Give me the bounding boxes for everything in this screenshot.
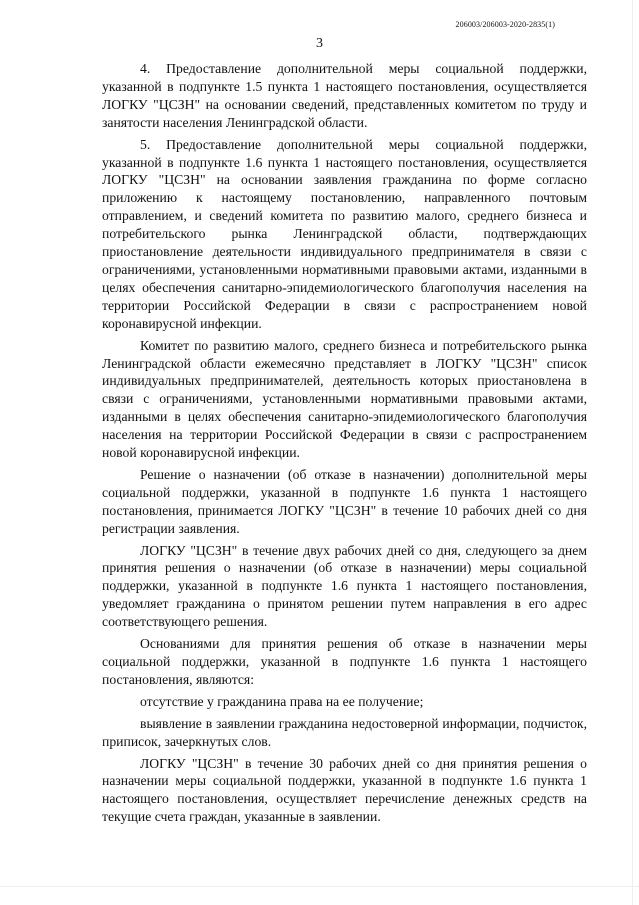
scan-edge-right	[632, 0, 633, 905]
paragraph-4-item: 4. Предоставление дополнительной меры социальной поддержки, указанной в подпункте 1.5 пункта 1 настоящего постановления, осуществляется ЛОГКУ "ЦСЗН" на основании сведений, представленных комитетом по труду и занятости населения Ленинградской области.	[102, 61, 587, 130]
paragraph-notification: ЛОГКУ "ЦСЗН" в течение двух рабочих дней со дня, следующего за днем принятия решения о назначении (об отказе в назначении) меры социальной поддержки, указанной в подпункте 1.6 пункта 1 настоящего постановления, уведомляет гражданина о принятом решении путем направления в его адрес соответствующего решения.	[102, 542, 587, 630]
paragraph-committee-list: Комитет по развитию малого, среднего бизнеса и потребительского рынка Ленинградской области ежемесячно представляет в ЛОГКУ "ЦСЗН" список индивидуальных предпринимателей, деятельность которых приостановлена в связи с ограничениями, установленными нормативными правовыми актами, изданными в целях обеспечения санитарно-эпидемиологического благополучия населения на территории Российской Федерации в связи с распространением новой коронавирусной инфекции.	[102, 337, 587, 461]
paragraph-ground-false-info: выявление в заявлении гражданина недостоверной информации, подчисток, приписок, зачеркнутых слов.	[102, 715, 587, 749]
page-number: 3	[316, 36, 323, 51]
paragraph-ground-no-right: отсутствие у гражданина права на ее получение;	[140, 693, 424, 709]
document-id: 206003/206003-2020-2835(1)	[455, 20, 555, 29]
scan-edge-bottom	[0, 886, 639, 887]
paragraph-payment-transfer: ЛОГКУ "ЦСЗН" в течение 30 рабочих дней со дня принятия решения о назначении меры социальной поддержки, указанной в подпункте 1.6 пункта 1 настоящего постановления, осуществляет перечисление денежных средств на текущие счета граждан, указанные в заявлении.	[102, 755, 587, 825]
paragraph-decision-term: Решение о назначении (об отказе в назначении) дополнительной меры социальной поддержки, указанной в подпункте 1.6 пункта 1 настоящего постановления, принимается ЛОГКУ "ЦСЗН" в течение 10 рабочих дней со дня регистрации заявления.	[102, 466, 587, 536]
paragraph-5-item: 5. Предоставление дополнительной меры социальной поддержки, указанной в подпункте 1.6 пункта 1 настоящего постановления, осуществляется ЛОГКУ "ЦСЗН" на основании заявления гражданина по форме согласно приложению к настоящему постановлению, направленного почтовым отправлением, и сведений комитета по развитию малого, среднего бизнеса и потребительского рынка Ленинградской области, подтверждающих приостановление деятельности индивидуального предпринимателя в связи с ограничениями, установленными нормативными правовыми актами, изданными в целях обеспечения санитарно-эпидемиологического благополучия населения на территории Российской Федерации в связи с распространением новой коронавирусной инфекции.	[102, 136, 587, 331]
paragraph-refusal-grounds: Основаниями для принятия решения об отказе в назначении меры социальной поддержки, указанной в подпункте 1.6 пункта 1 настоящего постановления, являются:	[102, 636, 587, 687]
document-body	[102, 60, 587, 830]
